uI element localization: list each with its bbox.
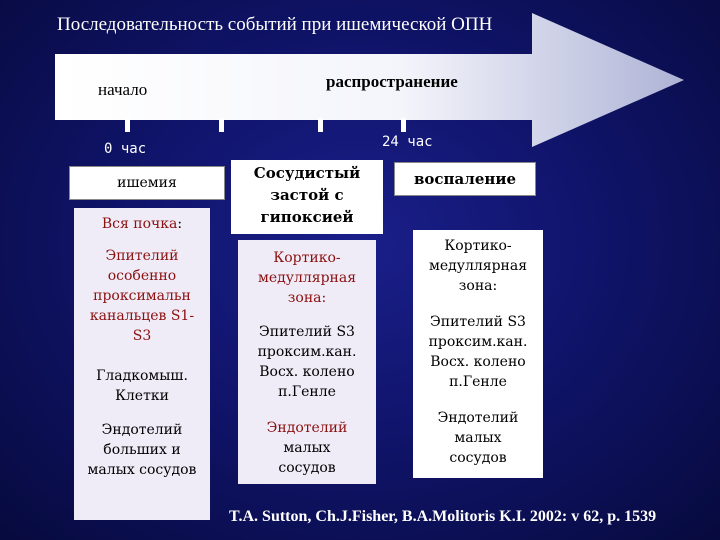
endothelium-line-3: сосудов <box>278 460 336 476</box>
epithelium-line-3: проксимальн <box>93 288 191 304</box>
spread-label: распространение <box>326 72 458 91</box>
endothelium-line-2: больших и <box>103 442 181 458</box>
whole-kidney-colon: : <box>177 216 183 232</box>
tick-mid1 <box>219 118 224 132</box>
tick-0h <box>125 118 130 132</box>
zone-line-2: медуллярная <box>257 270 357 286</box>
congestion-line-3: гипоксией <box>260 208 354 226</box>
zone-line-1: Кортико- <box>444 238 512 254</box>
hour-end-label: 24 час <box>382 134 433 150</box>
epithelium-block <box>413 312 543 392</box>
endothelium-line-1: Эндотелий <box>101 422 183 438</box>
endothelium-line-1: Эндотелий <box>437 410 519 426</box>
tick-24h <box>401 118 406 132</box>
tick-mid2 <box>318 118 323 132</box>
zone-line-3: зона: <box>287 290 327 306</box>
epithelium-block <box>238 322 376 402</box>
epithelium-line-4: п.Генле <box>449 374 507 390</box>
epithelium-line-4: канальцев S1- <box>89 308 195 324</box>
slide-title: Последовательность событий при ишемической ОПН <box>57 14 493 35</box>
epithelium-line-5: S3 <box>132 328 152 344</box>
endothelium-line-3: малых сосудов <box>87 462 197 478</box>
epithelium-line-4: п.Генле <box>278 384 336 400</box>
epithelium-line-1: Эпителий S3 <box>430 314 526 330</box>
epithelium-block <box>74 246 210 346</box>
smooth-muscle-line-2: Клетки <box>115 388 169 404</box>
congestion-line-1: Сосудистый <box>253 164 361 182</box>
column-congestion <box>238 240 376 484</box>
phase-vascular-congestion <box>231 160 383 234</box>
epithelium-line-1: Эпителий <box>105 248 179 264</box>
smooth-muscle-block <box>74 366 210 406</box>
endothelium-block <box>238 418 376 478</box>
phase-inflammation: воспаление <box>394 162 536 196</box>
epithelium-line-2: проксим.кан. <box>428 334 528 350</box>
endothelium-line-2: малых <box>283 440 331 456</box>
column-inflammation <box>413 230 543 478</box>
whole-kidney-label: Вся почка <box>101 216 178 232</box>
zone-block <box>238 248 376 308</box>
zone-block <box>413 236 543 296</box>
epithelium-line-3: Восх. колено <box>259 364 355 380</box>
zone-line-2: медуллярная <box>428 258 528 274</box>
epithelium-line-3: Восх. колено <box>430 354 526 370</box>
endothelium-line-2: малых <box>454 430 502 446</box>
zone-line-1: Кортико- <box>273 250 341 266</box>
epithelium-line-2: проксим.кан. <box>257 344 357 360</box>
endothelium-block <box>74 420 210 480</box>
endothelium-line-1: Эндотелий <box>266 420 348 436</box>
whole-kidney-heading <box>74 214 210 234</box>
citation: T.A. Sutton, Ch.J.Fisher, B.A.Molitoris K.I. 2002: v 62, p. 1539 <box>229 508 657 525</box>
endothelium-line-3: сосудов <box>449 450 507 466</box>
congestion-line-2: застой с <box>270 186 344 204</box>
hour-start-label: 0 час <box>104 141 147 157</box>
smooth-muscle-line-1: Гладкомыш. <box>96 368 188 384</box>
epithelium-line-2: особенно <box>107 268 177 284</box>
zone-line-3: зона: <box>458 278 498 294</box>
endothelium-block <box>413 408 543 468</box>
start-label: начало <box>98 80 148 99</box>
phase-ischemia: ишемия <box>69 166 225 200</box>
epithelium-line-1: Эпителий S3 <box>259 324 355 340</box>
column-ischemia <box>74 208 210 520</box>
